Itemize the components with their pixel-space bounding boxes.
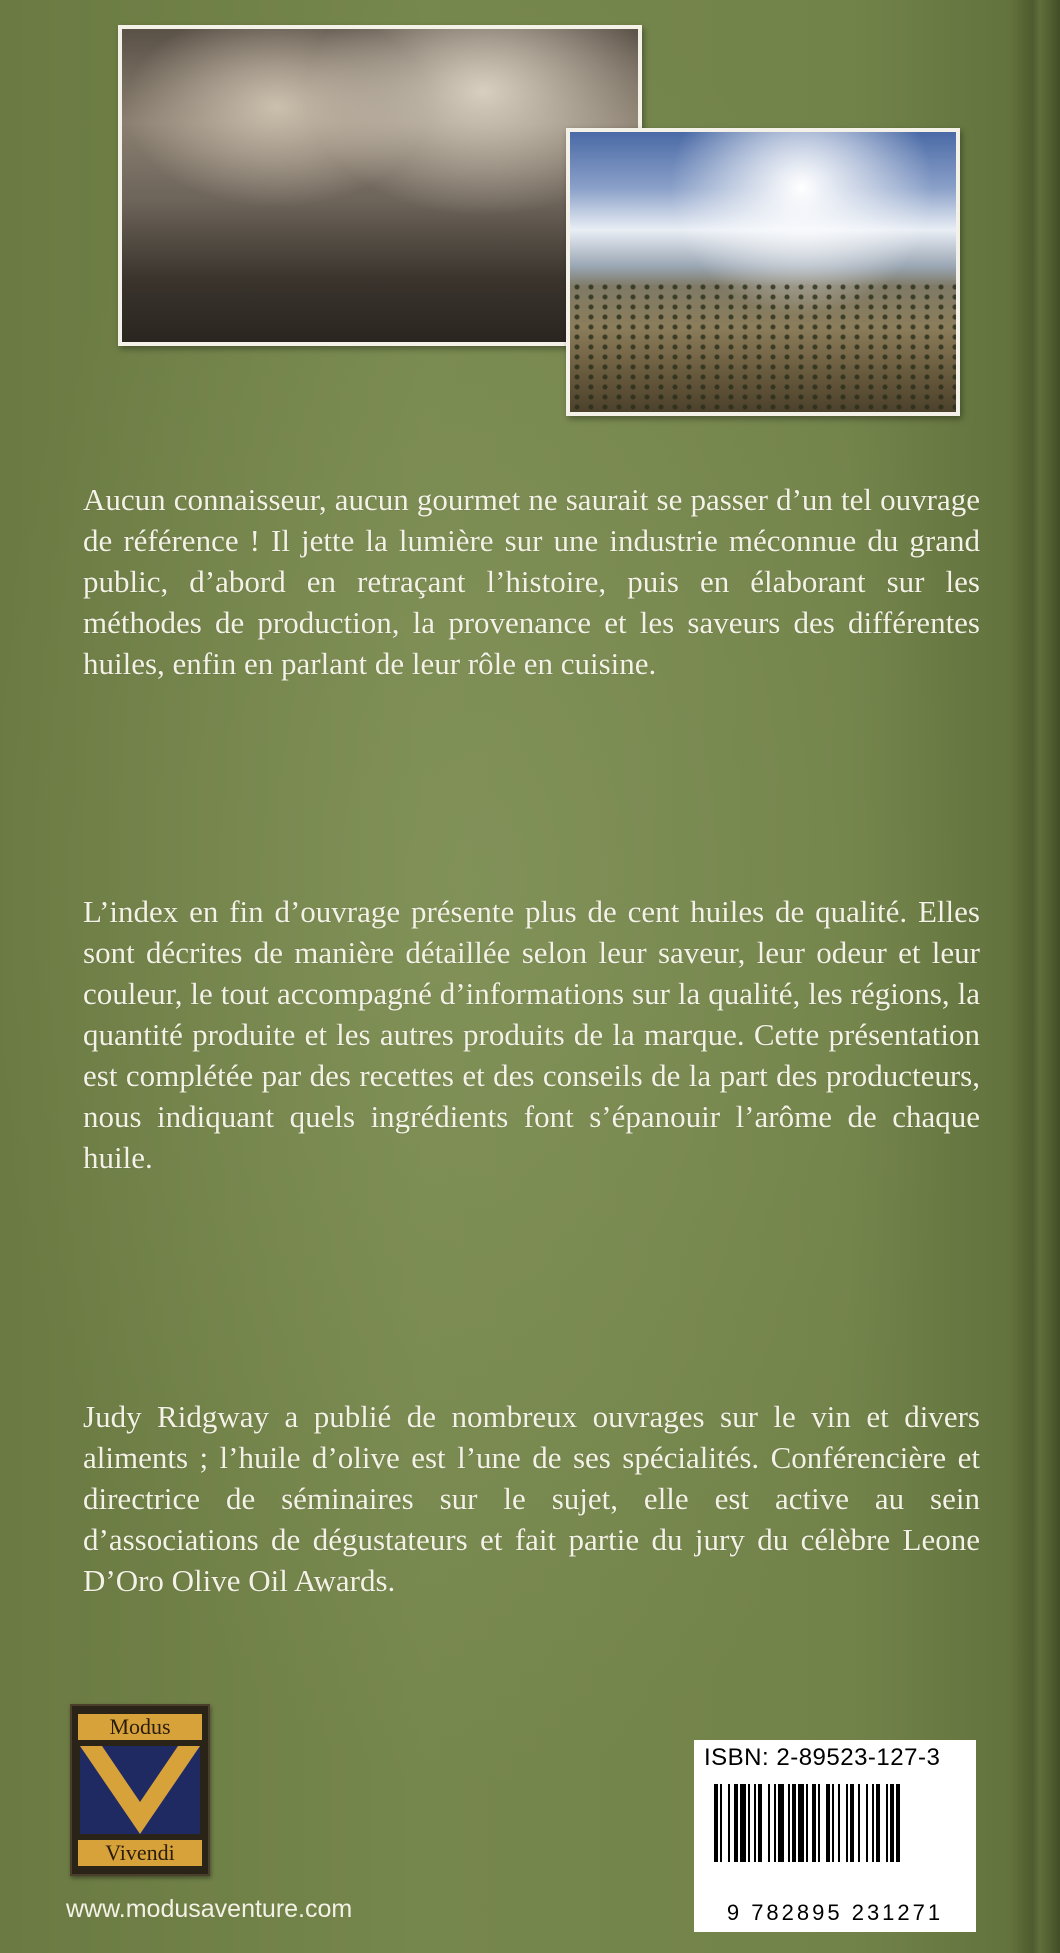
logo-text-top: Modus [78, 1714, 202, 1740]
author-bio-paragraph: Judy Ridgway a publié de nombreux ouvrages sur le vin et divers aliments ; l’huile d’olive est l’une de ses spécialités. Conférencière et directrice de séminaires sur le sujet, elle est active au sein d’associations de dégustateurs et fait partie du jury du célèbre Leone D’Oro Olive Oil Awards. [83, 1399, 980, 1598]
publisher-logo [70, 1704, 210, 1876]
olive-grove-landscape-photo [566, 128, 960, 416]
spine-shadow [1010, 0, 1060, 1953]
publisher-website: www.modusaventure.com [66, 1895, 353, 1923]
isbn-barcode-box [694, 1740, 976, 1932]
description-paragraph-2: L’index en fin d’ouvrage présente plus de cent huiles de qualité. Elles sont décrites de manière détaillée selon leur saveur, leur odeur et leur couleur, le tout accompagné d’informations sur la qualité, les régions, la quantité produite et les autres produits de la marque. Cette présentation est complétée par des recettes et des conseils de la part des producteurs, nous indiquant quels ingrédients font s’épanouir l’arôme de chaque huile. [83, 894, 980, 1175]
barcode-digits: 9 782895 231271 [726, 1900, 944, 1925]
logo-chevron-icon [80, 1746, 200, 1834]
description-paragraph-1: Aucun connaisseur, aucun gourmet ne saurait se passer d’un tel ouvrage de référence ! Il jette la lumière sur une industrie méconnue du grand public, d’abord en retraçant l’histoire, puis en élaborant sur les méthodes de production, la provenance et les saveurs des différentes huiles, enfin en parlant de leur rôle en cuisine. [83, 482, 980, 681]
olive-mill-photo [118, 25, 642, 346]
logo-text-bottom: Vivendi [78, 1840, 202, 1866]
barcode-graphic [710, 1784, 966, 1890]
isbn-label: ISBN: 2-89523-127-3 [704, 1744, 941, 1771]
